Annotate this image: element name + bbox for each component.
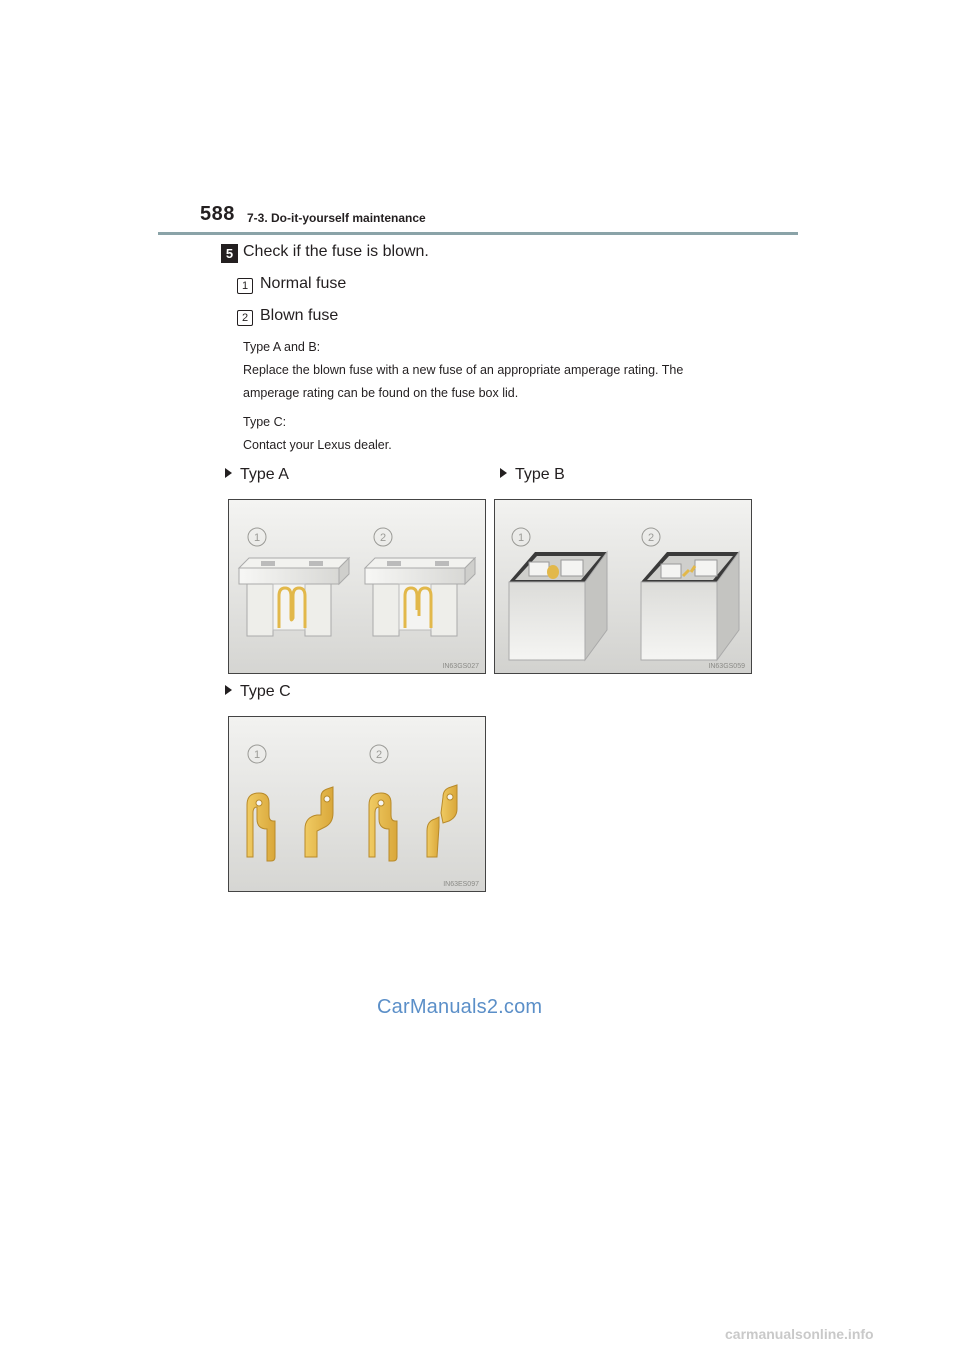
figure-type-b (494, 499, 752, 674)
normal-fuse-icon (509, 552, 607, 660)
figure-type-c (228, 716, 486, 892)
figure-a-marker-1: 1 (253, 532, 261, 544)
watermark-carmanuals2[interactable]: CarManuals2.com (377, 996, 543, 1018)
step-badge: 5 (221, 244, 238, 263)
note-ab-line2: amperage rating can be found on the fuse box lid. (243, 386, 519, 400)
section-title: 7-3. Do-it-yourself maintenance (247, 211, 426, 225)
figure-c-code: IN63ES097 (443, 881, 479, 888)
item-marker-1: 1 (237, 278, 253, 294)
item-normal-fuse: Normal fuse (260, 275, 347, 292)
type-c-label: Type C (225, 683, 291, 701)
type-b-label: Type B (500, 466, 565, 484)
type-a-label: Type A (225, 466, 289, 484)
item-blown-fuse: Blown fuse (260, 307, 339, 324)
figure-b-marker-2: 2 (647, 532, 655, 544)
note-c-heading: Type C: (243, 415, 287, 429)
figure-c-marker-2: 2 (375, 749, 383, 761)
note-ab-line1: Replace the blown fuse with a new fuse of an appropriate amperage rating. The (243, 363, 684, 377)
figure-a-marker-2: 2 (379, 532, 387, 544)
page-number: 588 (200, 203, 235, 225)
figure-b-marker-1: 1 (517, 532, 525, 544)
step-text: Check if the fuse is blown. (243, 243, 429, 260)
header-divider (158, 232, 798, 235)
watermark-footer[interactable]: carmanualsonline.info (725, 1326, 874, 1342)
figure-c-marker-1: 1 (253, 749, 261, 761)
note-ab-heading: Type A and B: (243, 340, 321, 354)
item-marker-2: 2 (237, 310, 253, 326)
figure-type-a (228, 499, 486, 674)
triangle-bullet-icon (500, 468, 507, 478)
blown-fuse-icon (641, 552, 739, 660)
note-c-line1: Contact your Lexus dealer. (243, 438, 392, 452)
triangle-bullet-icon (225, 685, 232, 695)
triangle-bullet-icon (225, 468, 232, 478)
figure-a-code: IN63GS027 (442, 663, 479, 670)
figure-b-code: IN63GS059 (708, 663, 745, 670)
